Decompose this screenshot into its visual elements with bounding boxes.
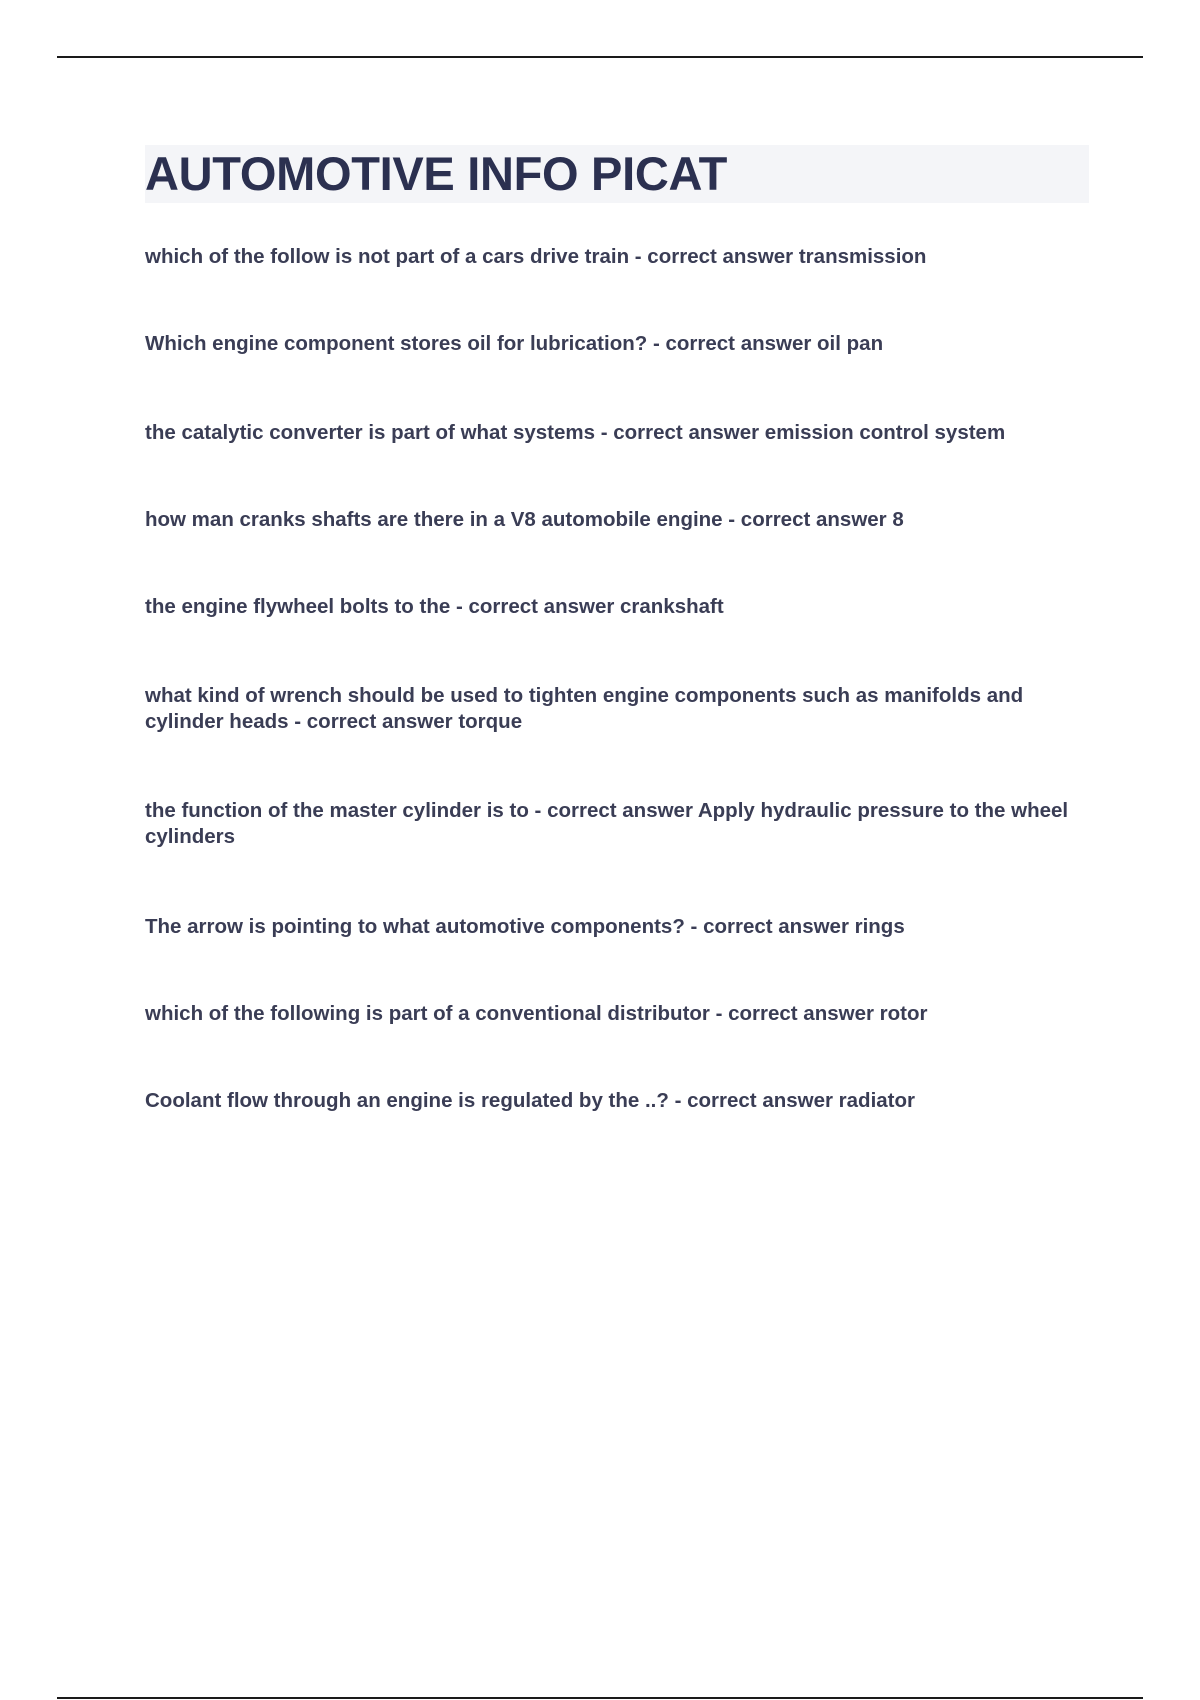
bottom-divider: [57, 1697, 1143, 1699]
qa-item-3: the catalytic converter is part of what systems - correct answer emission control system: [145, 421, 1006, 444]
qa-item-4: how man cranks shafts are there in a V8 automobile engine - correct answer 8: [145, 508, 904, 531]
qa-item-2: Which engine component stores oil for lubrication? - correct answer oil pan: [145, 332, 884, 355]
qa-item-10: Coolant flow through an engine is regulated by the ..? - correct answer radiator: [145, 1089, 915, 1112]
qa-item-6: what kind of wrench should be used to tighten engine components such as manifolds and cylinder heads - correct answer torque: [145, 684, 1024, 733]
page-title: AUTOMOTIVE INFO PICAT: [145, 147, 728, 200]
qa-item-7: the function of the master cylinder is to - correct answer Apply hydraulic pressure to the wheel cylinders: [145, 799, 1069, 848]
qa-item-5: the engine flywheel bolts to the - correct answer crankshaft: [145, 595, 724, 618]
qa-item-9: which of the following is part of a conventional distributor - correct answer rotor: [145, 1002, 928, 1025]
top-divider: [57, 56, 1143, 58]
qa-item-8: The arrow is pointing to what automotive components? - correct answer rings: [145, 915, 905, 938]
qa-item-1: which of the follow is not part of a cars drive train - correct answer transmission: [145, 245, 927, 268]
